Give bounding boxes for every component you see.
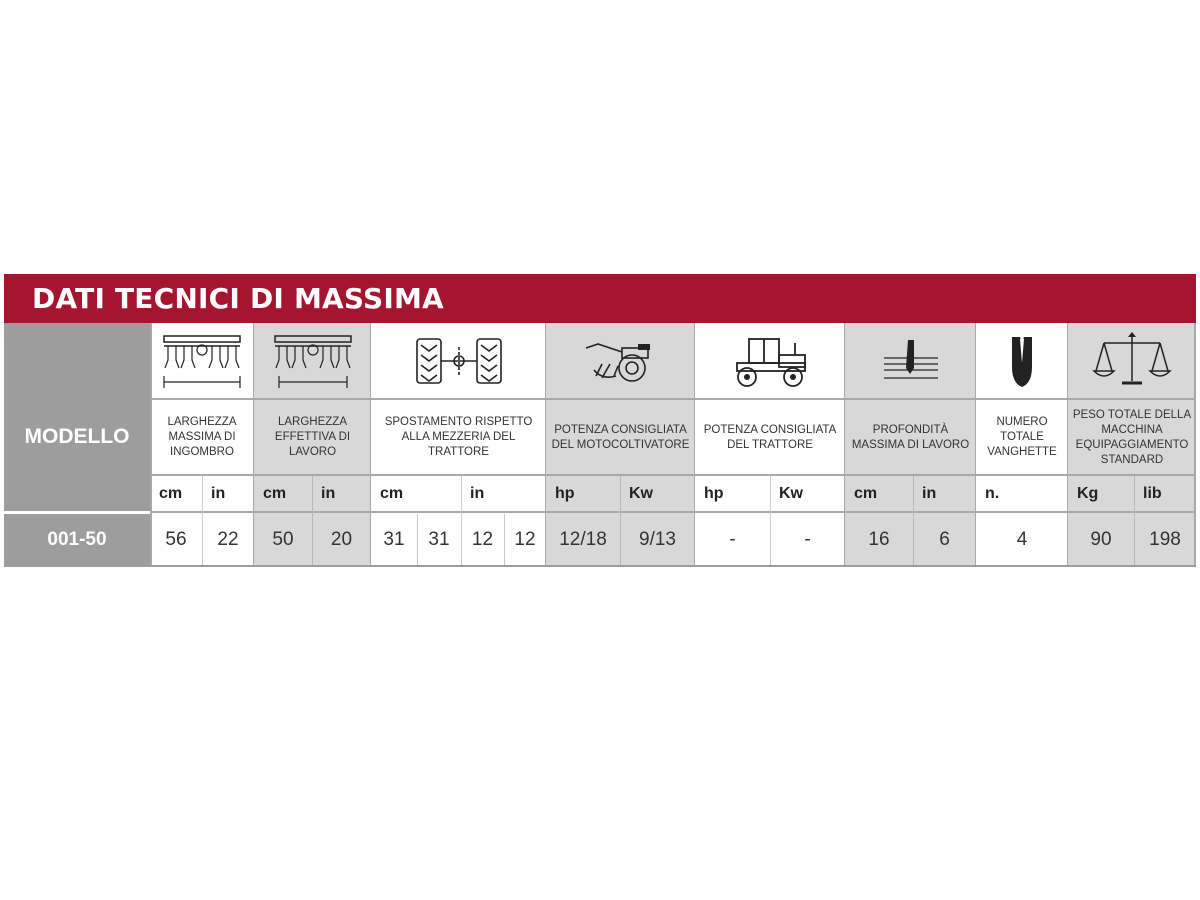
unit-in: in — [922, 485, 937, 502]
column-label: NUMERO TOTALE VANGHETTE — [987, 416, 1057, 458]
model-header: MODELLO — [4, 323, 150, 511]
unit-in: in — [470, 485, 485, 502]
value-cell: - — [804, 529, 811, 550]
bottom-divider — [4, 565, 1196, 567]
value-cell: - — [729, 529, 736, 550]
unit-cm: cm — [263, 485, 287, 502]
value-cell: 9/13 — [639, 529, 676, 550]
column-group-spade-count — [976, 323, 1068, 565]
unit-kw: Kw — [629, 485, 653, 502]
unit-cm: cm — [854, 485, 878, 502]
value-cell: 16 — [868, 529, 890, 550]
spec-table — [4, 274, 1196, 568]
column-group-max-width — [150, 323, 254, 565]
value-cell: 31 — [428, 529, 450, 550]
unit-kg: Kg — [1077, 485, 1099, 502]
unit-hp: hp — [555, 485, 575, 502]
value-cell: 22 — [217, 529, 239, 550]
tractor-icon — [695, 323, 845, 398]
unit-in: in — [321, 485, 336, 502]
unit-cm: cm — [159, 485, 183, 502]
column-label: PESO TOTALE DELLA MACCHINA EQUIPAGGIAMENTO STANDARD — [1072, 408, 1192, 466]
value-cell: 12 — [514, 529, 536, 550]
column-label: POTENZA CONSIGLIATA DEL MOTOCOLTIVATORE — [551, 423, 690, 451]
spade-blade-icon — [976, 323, 1068, 398]
rotary-tiller-working-width-icon — [254, 323, 371, 398]
table-title: DATI TECNICI DI MASSIMA — [4, 274, 1196, 323]
value-cell: 12/18 — [559, 529, 607, 550]
tyre-offset-icon — [371, 323, 546, 398]
value-cell: 198 — [1149, 529, 1181, 550]
column-label: POTENZA CONSIGLIATA DEL TRATTORE — [703, 423, 837, 451]
value-cell: 31 — [383, 529, 405, 550]
value-cell: 20 — [330, 529, 353, 550]
column-label: PROFONDITÀ MASSIMA DI LAVORO — [851, 423, 970, 451]
column-group-working-depth — [845, 323, 976, 565]
unit-hp: hp — [704, 485, 724, 502]
column-label: LARGHEZZA MASSIMA DI INGOMBRO — [167, 416, 237, 458]
model-value: 001-50 — [4, 514, 150, 565]
column-group-working-width — [254, 323, 371, 565]
working-depth-icon — [845, 323, 976, 398]
column-label: SPOSTAMENTO RISPETTO ALLA MEZZERIA DEL TRATTORE — [384, 416, 533, 458]
unit-lib: lib — [1143, 485, 1162, 502]
unit-cm: cm — [380, 485, 404, 502]
value-cell: 56 — [165, 529, 187, 550]
value-cell: 90 — [1090, 529, 1112, 550]
column-group-tractor-power — [695, 323, 845, 565]
value-cell: 4 — [1016, 529, 1028, 550]
column-group-walking-tractor-power — [546, 323, 695, 565]
value-cell: 50 — [272, 529, 294, 550]
column-group-offset — [371, 323, 546, 565]
value-cell: 12 — [471, 529, 494, 550]
walking-tractor-icon — [546, 323, 695, 398]
scale-icon — [1068, 323, 1196, 398]
column-label: LARGHEZZA EFFETTIVA DI LAVORO — [274, 416, 351, 458]
unit-count: n. — [985, 485, 1000, 502]
value-cell: 6 — [939, 529, 950, 550]
column-group-weight — [1068, 323, 1196, 565]
unit-kw: Kw — [779, 485, 803, 502]
rotary-tiller-width-icon — [150, 323, 254, 398]
unit-in: in — [211, 485, 226, 502]
